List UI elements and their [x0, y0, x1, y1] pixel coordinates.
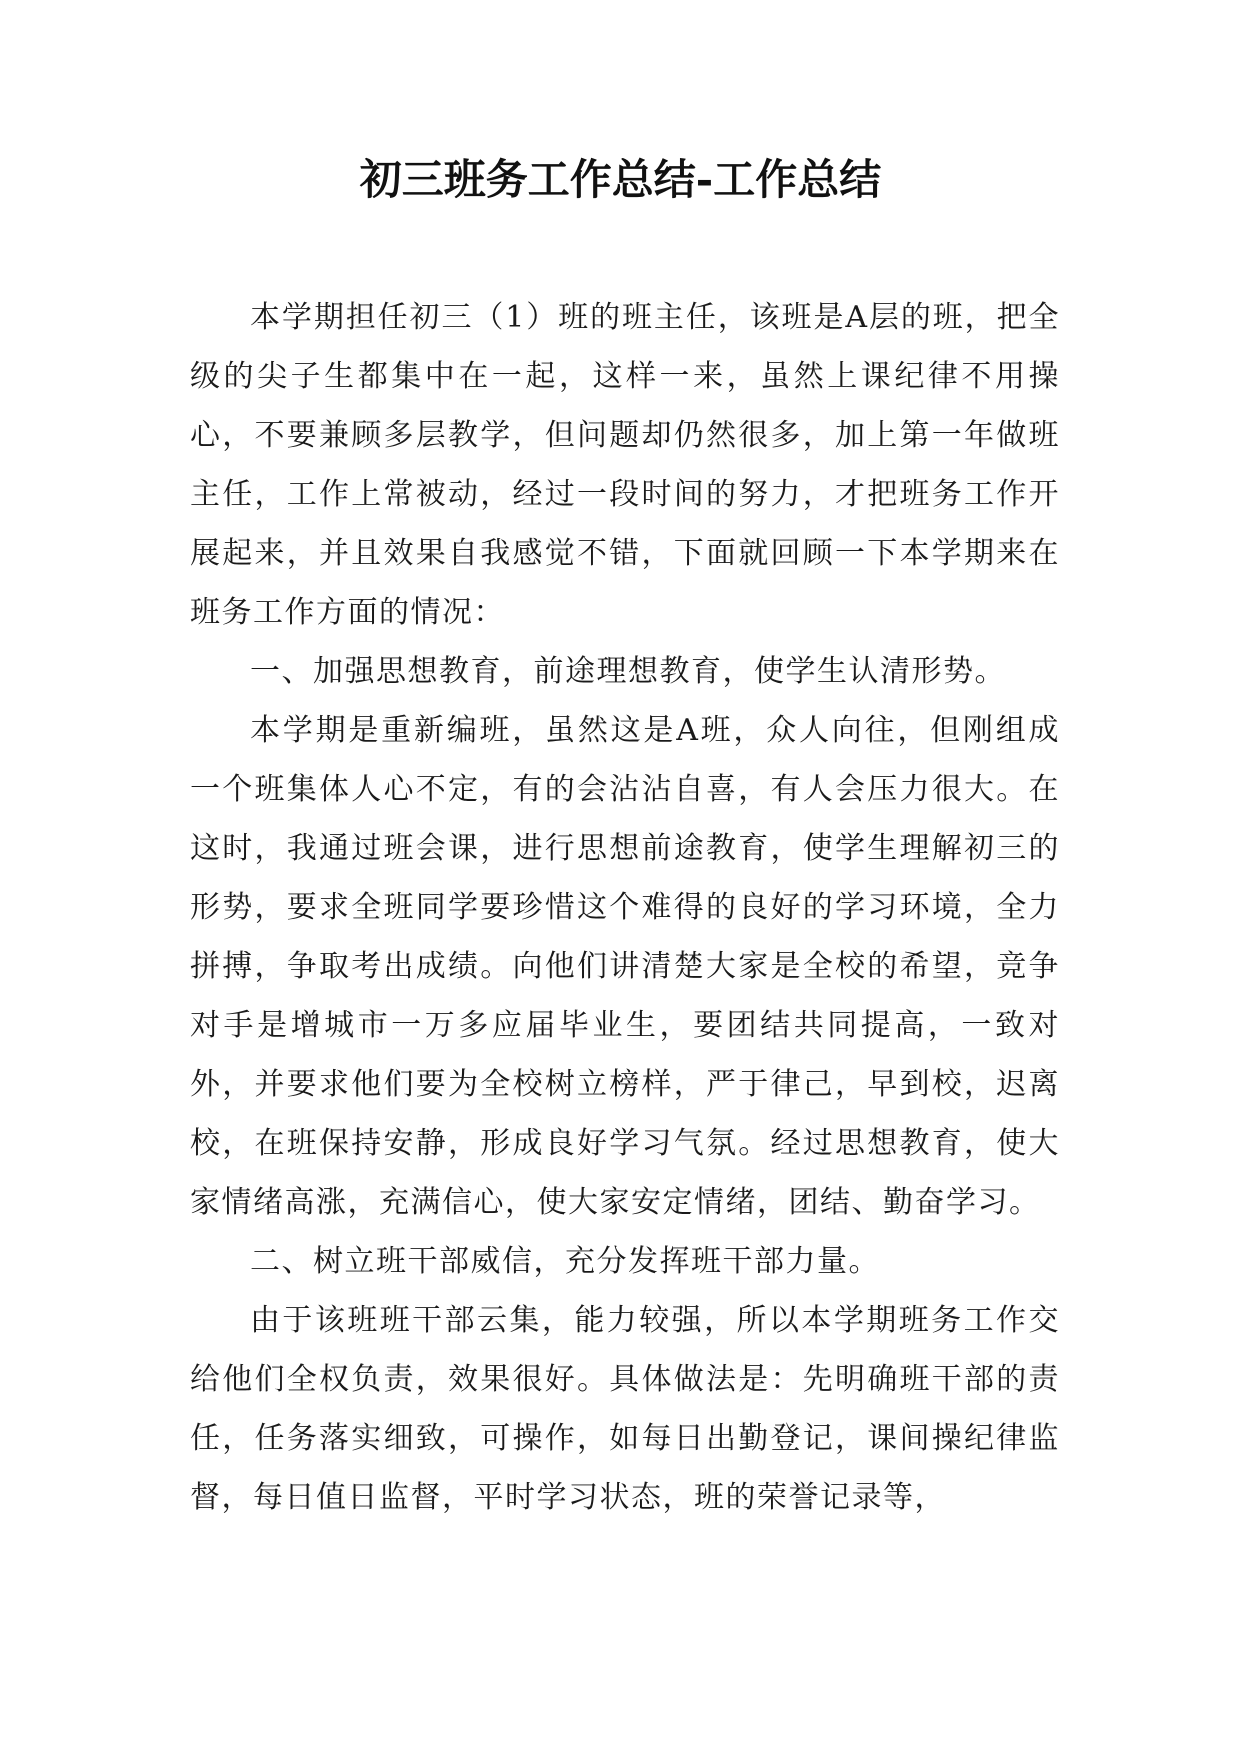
- section-heading-1: 一、加强思想教育，前途理想教育，使学生认清形势。: [250, 654, 1006, 689]
- document-body: [190, 288, 1060, 1527]
- paragraph-section-1: 本学期是重新编班，虽然这是A班，众人向往，但刚组成一个班集体人心不定，有的会沾沾自喜，有人会压力很大。在这时，我通过班会课，进行思想前途教育，使学生理解初三的形势，要求全班同学要珍惜这个难得的良好的学习环境，全力拼搏，争取考出成绩。向他们讲清楚大家是全校的希望，竞争对手是增城市一万多应届毕业生，要团结共同提高，一致对外，并要求他们要为全校树立榜样，严于律己，早到校，迟离校，在班保持安静，形成良好学习气氛。经过思想教育，使大家情绪高涨，充满信心，使大家安定情绪，团结、勤奋学习。: [190, 713, 1060, 1220]
- paragraph-intro: 本学期担任初三（1）班的班主任，该班是A层的班，把全级的尖子生都集中在一起，这样一来，虽然上课纪律不用操心，不要兼顾多层教学，但问题却仍然很多，加上第一年做班主任，工作上常被动，经过一段时间的努力，才把班务工作开展起来，并且效果自我感觉不错，下面就回顾一下本学期来在班务工作方面的情况：: [190, 300, 1060, 630]
- document-title: 初三班务工作总结-工作总结: [359, 155, 882, 204]
- section-heading-2: 二、树立班干部威信，充分发挥班干部力量。: [250, 1244, 880, 1279]
- paragraph-section-2: 由于该班班干部云集，能力较强，所以本学期班务工作交给他们全权负责，效果很好。具体做法是：先明确班干部的责任，任务落实细致，可操作，如每日出勤登记，课间操纪律监督，每日值日监督，平时学习状态，班的荣誉记录等，: [190, 1303, 1060, 1515]
